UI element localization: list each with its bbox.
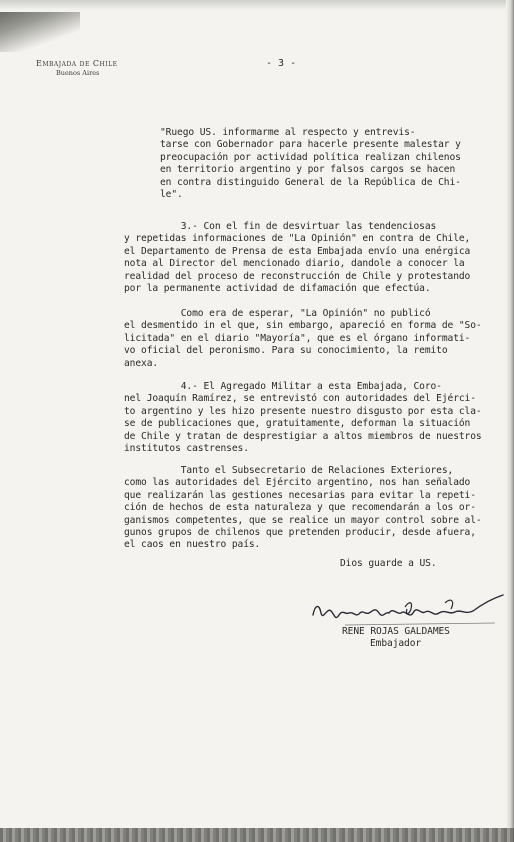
paragraph-3: 3.- Con el fin de desvirtuar las tendenciosas y repetidas informaciones de "La Opinión" en contra de Chile, el Departamento de Prensa de esta Embajada envío una enérgica nota al Director del mencionado diario, dandole a conocer la realidad del proceso de reconstrucción de Chile y protestando por la permanente actividad de difamación que efectúa. [124, 221, 471, 295]
quoted-telegram: "Ruego US. informarme al respecto y entrevis- tarse con Gobernador para hacerle presente malestar y preocupación por actividad política realizan chilenos en territorio argentino y por falsos cargos se hacen en contra distinguido General de la República de Chi- le". [160, 127, 461, 201]
page-right-edge [506, 0, 514, 842]
signer-title: Embajador [370, 638, 422, 649]
paragraph-3-continued: Como era de esperar, "La Opinión" no publicó el desmentido in el que, sin embargo, apareció en forma de "So- licitada" en el diario "Mayoría", que es el órgano informati- vo oficial del peronismo. Para su conocimiento, la remito anexa. [124, 308, 482, 369]
page-top-edge [0, 0, 514, 10]
closing-line: Dios guarde a US. [340, 558, 437, 569]
page-bottom-edge [0, 828, 514, 842]
paragraph-4: 4.- El Agregado Militar a esta Embajada, Coro- nel Joaquín Ramírez, se entrevistó con autoridades del Ejérci- to argentino y les hizo presente nuestro disgusto por esta cla- se de publicaciones que, gratuitamente, deforman la situación de Chile y tratan de desprestigiar a altos miembros de nuestros institutos castrenses. [124, 381, 482, 455]
scan-corner-shadow [0, 12, 80, 52]
page-number: - 3 - [266, 58, 297, 69]
signer-name: RENE ROJAS GALDAMES [342, 626, 450, 637]
letterhead-city: Buenos Aires [56, 69, 100, 77]
paragraph-5: Tanto el Subsecretario de Relaciones Exteriores, como las autoridades del Ejército argentino, nos han señalado que realizarán las gestiones necesarias para evitar la repeti- ción de hechos de esta naturaleza y que recomendarán a los or- ganismos competentes, que se realice un mayor control sobre al- gunos grupos de chilenos que pretenden producir, desde afuera, el caos en nuestro país. [124, 465, 482, 551]
letterhead-embassy: Embajada de Chile [36, 59, 118, 68]
letterhead [36, 59, 117, 77]
